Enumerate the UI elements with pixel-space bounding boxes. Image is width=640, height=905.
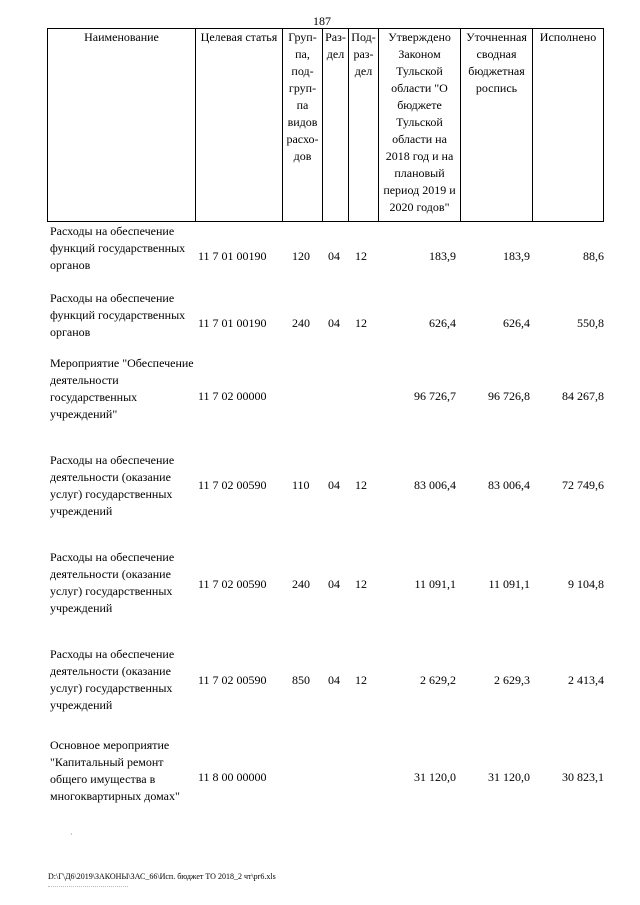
- row-executed: 84 267,8: [562, 389, 604, 403]
- row-name: Расходы на обеспечение деятельности (оказание услуг) государственных учреждений: [50, 647, 175, 712]
- header-expense-group-label: Груп-па, под-груп-па видов расхо-дов: [286, 30, 319, 163]
- row-executed: 88,6: [583, 249, 604, 263]
- header-approved-label: Утверждено Законом Тульской области "О бюджете Тульской области на 2018 год и на плановый период 2019 и 2020 годов": [383, 30, 456, 214]
- row-group: 850: [292, 673, 310, 687]
- row-group: 240: [292, 577, 310, 591]
- row-group: 110: [292, 478, 310, 492]
- row-subsection: 12: [355, 577, 367, 591]
- row-name: Расходы на обеспечение деятельности (оказание услуг) государственных учреждений: [50, 550, 175, 615]
- row-approved: 2 629,2: [420, 673, 456, 687]
- page-number: 187: [313, 14, 331, 28]
- row-approved: 83 006,4: [414, 478, 456, 492]
- row-target-code: 11 7 02 00590: [198, 673, 267, 687]
- header-refined: [460, 28, 532, 221]
- footer-rule: [48, 886, 128, 887]
- header-name: [47, 28, 195, 221]
- row-approved: 11 091,1: [414, 577, 456, 591]
- row-target-code: 11 7 01 00190: [198, 316, 267, 330]
- row-refined: 183,9: [503, 249, 530, 263]
- row-group: 120: [292, 249, 310, 263]
- row-approved: 31 120,0: [414, 770, 456, 784]
- row-section: 04: [328, 316, 340, 330]
- row-executed: 30 823,1: [562, 770, 604, 784]
- row-target-code: 11 8 00 00000: [198, 770, 267, 784]
- row-approved: 96 726,7: [414, 389, 456, 403]
- row-subsection: 12: [355, 249, 367, 263]
- row-approved: 183,9: [429, 249, 456, 263]
- row-executed: 72 749,6: [562, 478, 604, 492]
- row-refined: 96 726,8: [488, 389, 530, 403]
- file-path-footer: D:\Г\Д6\2019\ЗАКОНЫ\ЗАС_66\Исп. бюджет ТО 2018_2 чт\pr6.xls: [48, 872, 276, 881]
- header-approved: [378, 28, 460, 221]
- header-section-label: Раз-дел: [325, 30, 346, 61]
- row-approved: 626,4: [429, 316, 456, 330]
- header-subsection-label: Под-раз-дел: [351, 30, 376, 78]
- header-refined-label: Уточненная сводная бюджетная роспись: [466, 30, 527, 95]
- row-refined: 31 120,0: [488, 770, 530, 784]
- row-target-code: 11 7 02 00590: [198, 478, 267, 492]
- row-name: Расходы на обеспечение деятельности (оказание услуг) государственных учреждений: [50, 453, 175, 518]
- row-target-code: 11 7 02 00000: [198, 389, 267, 403]
- row-target-code: 11 7 02 00590: [198, 577, 267, 591]
- row-refined: 83 006,4: [488, 478, 530, 492]
- row-section: 04: [328, 577, 340, 591]
- row-section: 04: [328, 673, 340, 687]
- header-bottom-rule: [47, 221, 604, 222]
- row-name: Основное мероприятие "Капитальный ремонт общего имущества в многоквартирных домах": [50, 738, 180, 803]
- row-group: 240: [292, 316, 310, 330]
- row-name: Расходы на обеспечение функций государственных органов: [50, 224, 186, 272]
- scan-speck: ·: [70, 830, 73, 839]
- row-section: 04: [328, 249, 340, 263]
- row-subsection: 12: [355, 673, 367, 687]
- row-executed: 550,8: [577, 316, 604, 330]
- header-name-label: Наименование: [84, 30, 159, 44]
- row-executed: 2 413,4: [568, 673, 604, 687]
- row-refined: 2 629,3: [494, 673, 530, 687]
- header-executed-label: Исполнено: [539, 30, 597, 44]
- header-section: [322, 28, 348, 221]
- row-section: 04: [328, 478, 340, 492]
- row-executed: 9 104,8: [568, 577, 604, 591]
- header-expense-group: [282, 28, 322, 221]
- row-name: Расходы на обеспечение функций государственных органов: [50, 291, 186, 339]
- row-refined: 11 091,1: [488, 577, 530, 591]
- row-subsection: 12: [355, 316, 367, 330]
- row-target-code: 11 7 01 00190: [198, 249, 267, 263]
- header-executed: [532, 28, 604, 221]
- row-name: Мероприятие "Обеспечение деятельности государственных учреждений": [50, 356, 194, 421]
- header-target-article: [195, 28, 282, 221]
- row-refined: 626,4: [503, 316, 530, 330]
- header-target-article-label: Целевая статья: [200, 30, 278, 44]
- header-subsection: [348, 28, 378, 221]
- row-subsection: 12: [355, 478, 367, 492]
